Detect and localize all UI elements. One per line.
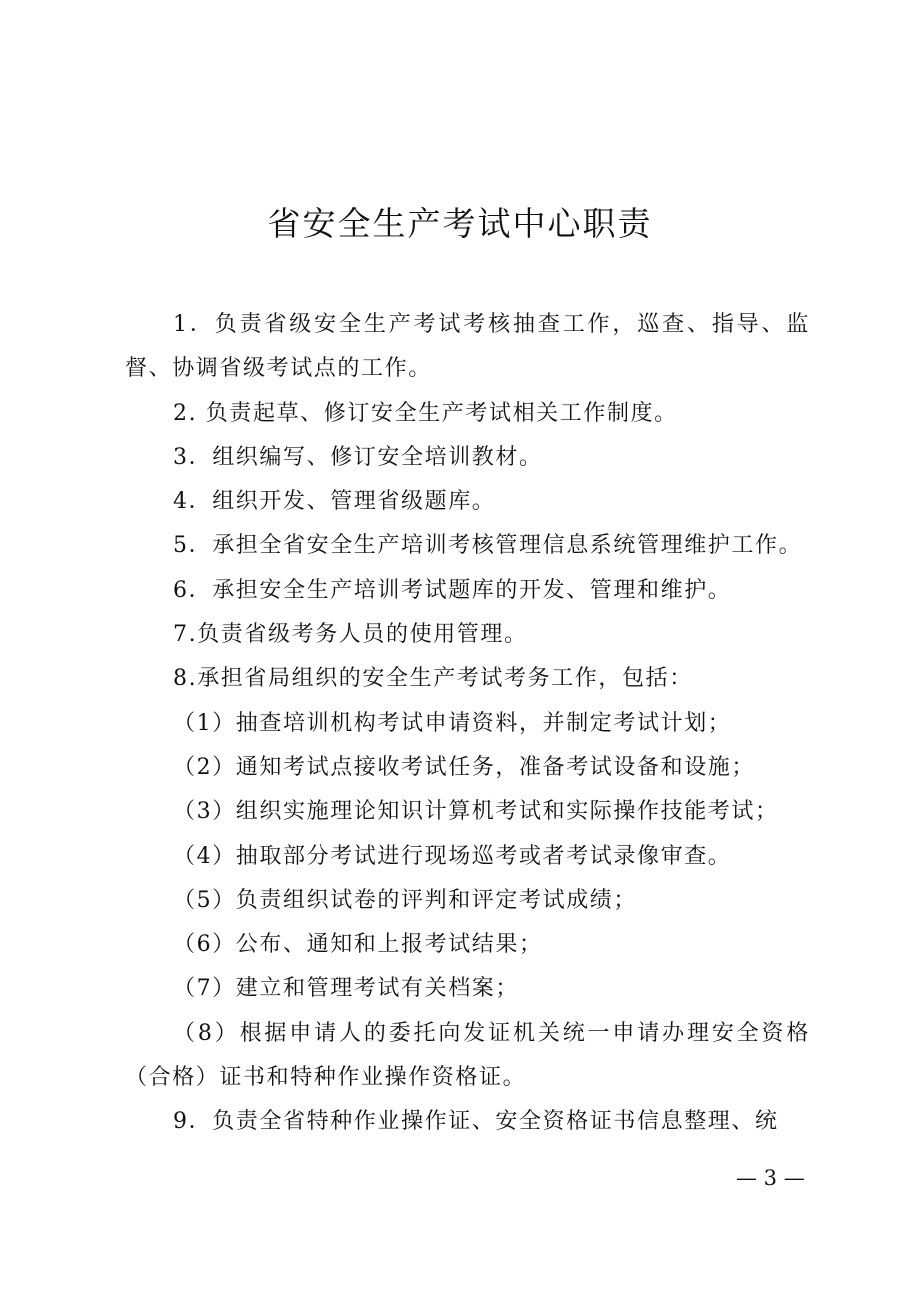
sub-item-8: （8）根据申请人的委托向发证机关统一申请办理安全资格（合格）证书和特种作业操作资格证。 <box>125 1020 810 1091</box>
page-number: — 3 — <box>736 1166 805 1190</box>
paragraph-3: 3．组织编写、修订安全培训教材。 <box>173 444 543 470</box>
sub-item-2: （2）通知考试点接收考试任务，准备考试设备和设施； <box>173 754 755 780</box>
sub-item-1: （1）抽查培训机构考试申请资料，并制定考试计划； <box>173 710 732 736</box>
document-body <box>125 303 810 1145</box>
sub-item-5: （5）负责组织试卷的评判和评定考试成绩； <box>173 887 637 913</box>
paragraph-6: 6．承担安全生产培训考试题库的开发、管理和维护。 <box>173 577 732 603</box>
paragraph-8: 8.承担省局组织的安全生产考试考务工作，包括： <box>173 666 693 692</box>
paragraph-1: 1．负责省级安全生产考试考核抽查工作，巡查、指导、监督、协调省级考试点的工作。 <box>125 312 810 382</box>
paragraph-7: 7.负责省级考务人员的使用管理。 <box>173 622 528 648</box>
paragraph-9: 9．负责全省特种作业操作证、安全资格证书信息整理、统 <box>173 1109 779 1135</box>
paragraph-2: 2. 负责起草、修订安全生产考试相关工作制度。 <box>173 400 678 426</box>
document-title: 省安全生产考试中心职责 <box>267 204 653 243</box>
paragraph-5: 5．承担全省安全生产培训考核管理信息系统管理维护工作。 <box>173 533 803 559</box>
sub-item-7: （7）建立和管理考试有关档案； <box>173 976 519 1002</box>
sub-item-6: （6）公布、通知和上报考试结果； <box>173 932 543 958</box>
paragraph-4: 4．组织开发、管理省级题库。 <box>173 489 496 515</box>
sub-item-3: （3）组织实施理论知识计算机考试和实际操作技能考试； <box>173 799 779 825</box>
sub-item-4: （4）抽取部分考试进行现场巡考或者考试录像审查。 <box>173 843 732 869</box>
